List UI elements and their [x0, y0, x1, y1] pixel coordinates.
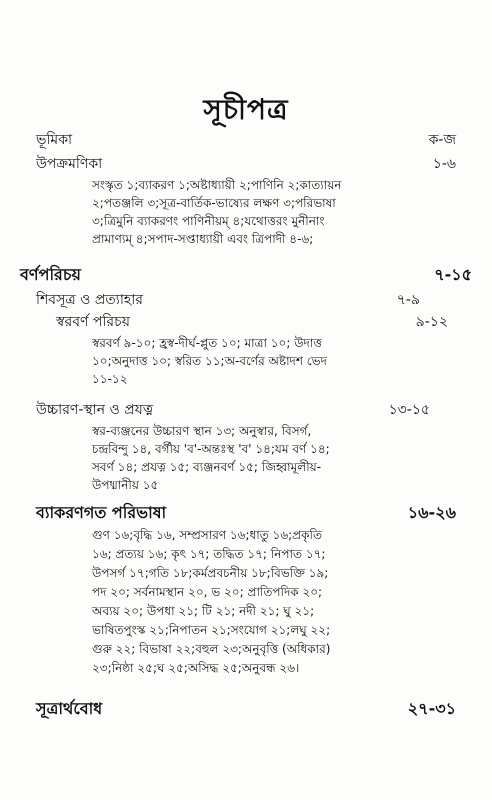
body-line: ১০;অনুদাত্ত ১০; স্বরিত ১১;অ-বর্ণের অষ্টাদশ ভেদ: [92, 354, 327, 368]
entry-shivasutra-label: শিবসূত্র ও প্রত্যাহার: [36, 292, 144, 308]
body-line: চন্দ্রবিন্দু ১৪, বর্গীয় 'ব'-অন্তঃস্থ 'ব' ১৪;যম বর্ণ ১৪;: [92, 442, 330, 456]
entry-sutrarthabodh-pages: ২৭-৩১: [407, 699, 456, 718]
body-line: ৩;ত্রিমুনি ব্যাকরণং পাণিনীয়ম্ ৪;যথোত্তরং মুনীনাং: [92, 214, 325, 228]
entry-varnaparichay-pages: ৭-১৫: [434, 265, 472, 284]
entry-paribhasha-body: [92, 526, 448, 678]
body-line: অব্যয় ২০; উপধা ২১; টি ২১; নদী ২১; ঘু ২১;: [92, 604, 315, 618]
entry-svaravarna-label: স্বরবর্ণ পরিচয়: [56, 314, 130, 330]
body-line: ১৬; প্রত্যয় ১৬; কৃৎ ১৭; তদ্ধিত ১৭; নিপাত ১৭;: [92, 547, 326, 561]
entry-uchcharan-body: [92, 422, 448, 494]
body-line: ২;পতঞ্জলি ৩;সূত্র-বার্তিক-ভাষ্যের লক্ষণ ৩;পরিভাষা: [92, 196, 336, 210]
entry-paribhasha-pages: ১৬-২৬: [407, 503, 456, 522]
body-line: ১১-১২: [92, 372, 128, 386]
entry-upakramanika-pages: ১-৬: [432, 156, 456, 172]
entry-svaravarna-body: [92, 334, 448, 388]
body-line: প্রামাণ্যম্ ৪;সপাদ-সপ্তাধ্যায়ী এবং ত্রিপাদী ৪-৬;: [92, 232, 314, 246]
body-line: সংস্কৃত ১;ব্যাকরণ ১;অষ্টাধ্যায়ী ২;পাণিনি ২;কাত্যায়ন: [92, 178, 342, 192]
body-line: স্বরবর্ণ ৯-১০; হ্রস্ব-দীর্ঘ-প্লুত ১০; মাত্রা ১০; উদাত্ত: [92, 336, 322, 350]
entry-svaravarna-pages: ৯-১২: [415, 314, 448, 330]
entry-uchcharan-label: উচ্চারণ-স্থান ও প্রযত্ন: [36, 402, 154, 418]
entry-uchcharan-pages: ১৩-১৫: [388, 402, 430, 418]
entry-paribhasha-label: ব্যাকরণগত পরিভাষা: [36, 503, 167, 522]
entry-sutrarthabodh-label: সূত্রার্থবোধ: [36, 699, 103, 718]
entry-upakramanika-body: [92, 176, 448, 248]
body-line: পদ ২০; সর্বনামস্থান ২০, ভ ২০; প্রাতিপদিক ২০;: [92, 585, 323, 599]
entry-shivasutra-pages: ৭-৯: [396, 292, 420, 308]
entry-upakramanika-label: উপক্রমণিকা: [36, 156, 103, 172]
body-line: গুরু ২২; বিভাষা ২২;বহুল ২৩;অনুবৃত্তি (অধিকার): [92, 642, 331, 656]
body-line: উপসর্গ ১৭;গতি ১৮;কর্মপ্রবচনীয় ১৮;বিভক্তি ১৯;: [92, 566, 329, 580]
body-line: ২৩;নিষ্ঠা ২৫;ঘ ২৫;অসিদ্ধ ২৫;অনুবন্ধ ২৬।: [92, 661, 300, 675]
page-title: সূচীপত্র: [203, 93, 289, 126]
entry-bhumika-pages: ক-জ: [428, 132, 456, 148]
body-line: স্বর-ব্যঞ্জনের উচ্চারণ স্থান ১৩; অনুস্বার, বিসর্গ,: [92, 424, 312, 438]
body-line: সবর্ণ ১৪; প্রযত্ন ১৫; ব্যঞ্জনবর্ণ ১৫; জিহ্বামূলীয়-: [92, 460, 322, 474]
body-line: উপধ্মানীয় ১৫: [92, 478, 159, 492]
entry-varnaparichay-label: বর্ণপরিচয়: [20, 265, 81, 284]
body-line: ভাষিতপুংস্ক ২১;নিপাতন ২১;সংযোগ ২১;লঘু ২২;: [92, 623, 331, 637]
entry-bhumika-label: ভূমিকা: [36, 132, 73, 148]
body-line: গুণ ১৬;বৃদ্ধি ১৬, সম্প্রসারণ ১৬;ধাতু ১৬;প্রকৃতি: [92, 528, 322, 542]
